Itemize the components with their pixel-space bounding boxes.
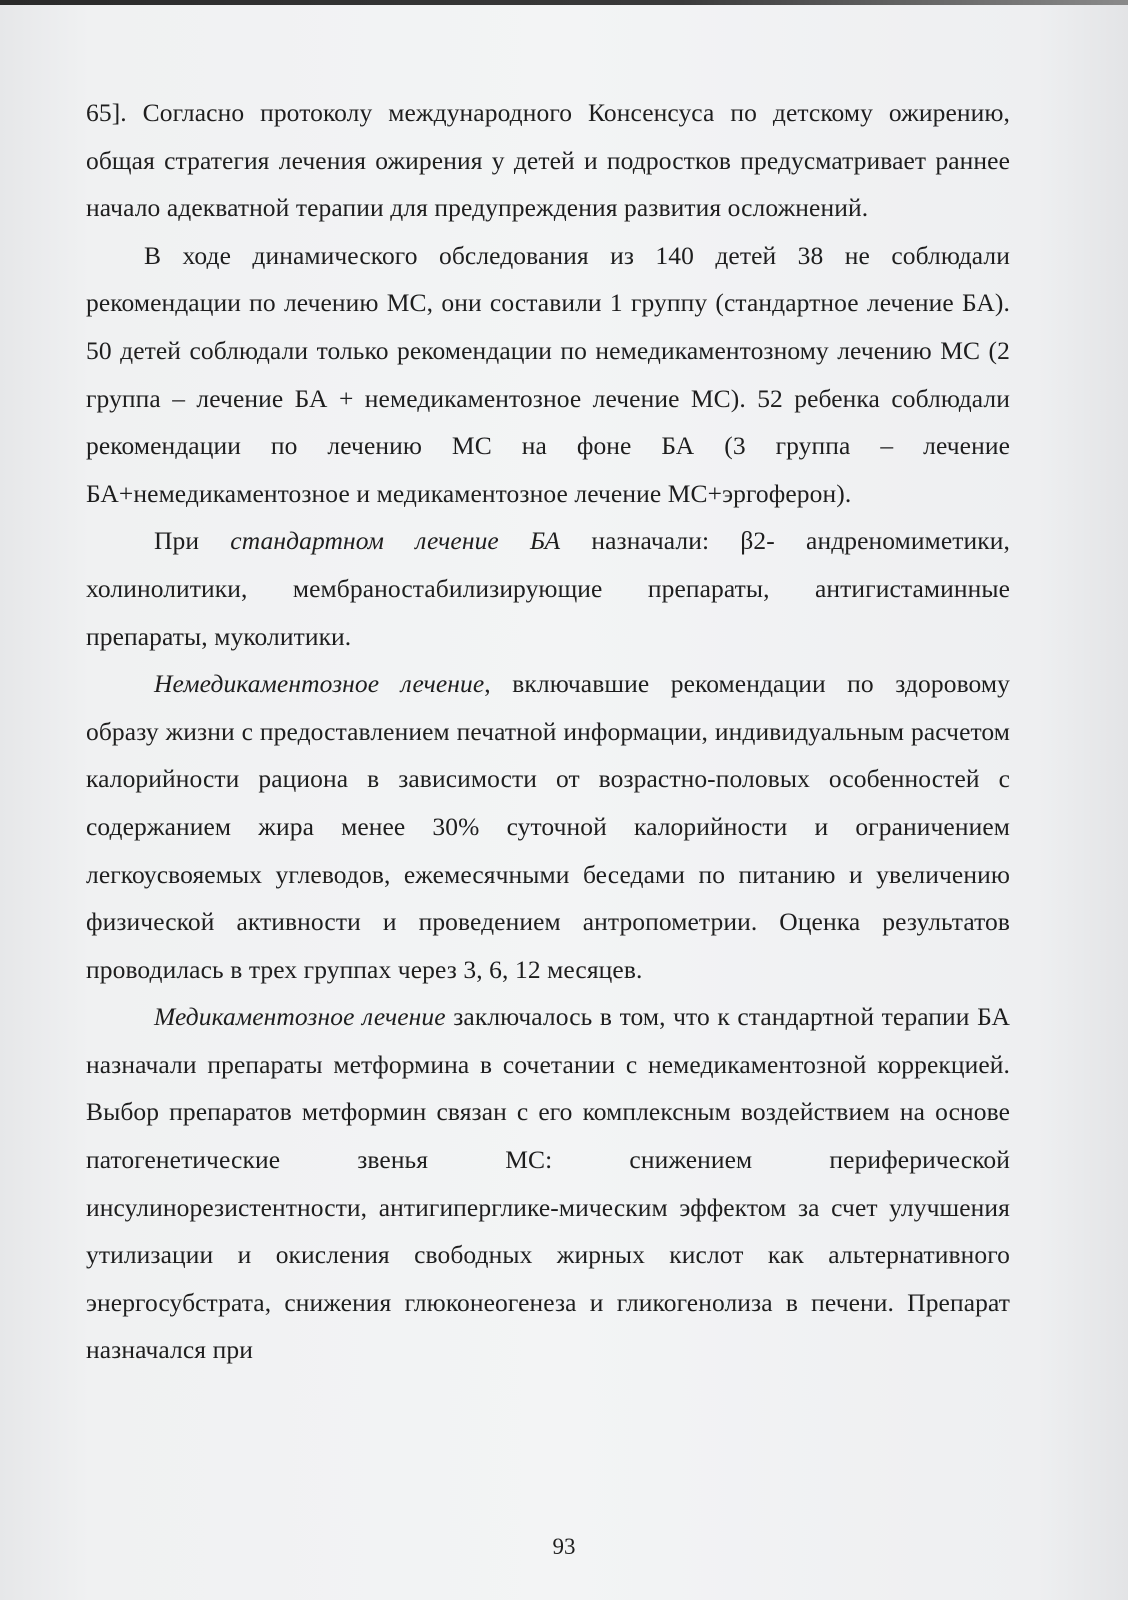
paragraph-1-text: 65]. Согласно протоколу международного Консенсуса по детскому ожирению, общая стратегия лечения ожирения у детей и подростков предусматривает раннее начало адекватной терапии для предупреждения развития осложнений.	[86, 98, 1010, 223]
body-text	[86, 89, 1010, 1374]
paragraph-2	[86, 232, 1010, 518]
paragraph-4	[86, 660, 1010, 993]
paragraph-1	[86, 89, 1010, 232]
paragraph-2-text: В ходе динамического обследования из 140 детей 38 не соблюдали рекомендации по лечению МС, они составили 1 группу (стандартное лечение БА). 50 детей соблюдали только рекомендации по немедикаментозному лечению МС (2 группа – лечение БА + немедикаментозное лечение МС). 52 ребенка соблюдали рекомендации по лечению МС на фоне БА (3 группа – лечение БА+немедикаментозное и медикаментозное лечение МС+эргоферон).	[86, 240, 1010, 508]
paragraph-5-emphasis: Медикаментозное лечение	[154, 1002, 446, 1032]
paragraph-5	[86, 993, 1010, 1374]
paragraph-3-text: назначали: β2- андреномиметики, холинолитики, мембраностабилизирующие препараты, антигистаминные препараты, муколитики.	[86, 526, 1010, 651]
paragraph-3-lead: При	[154, 526, 231, 556]
paragraph-3-emphasis: стандартном лечение БА	[230, 526, 561, 556]
page-number: 93	[552, 1534, 576, 1559]
paragraph-4-emphasis: Немедикаментозное лечение	[154, 669, 485, 699]
paragraph-3	[86, 517, 1010, 660]
scan-top-edge	[0, 0, 1128, 5]
paragraph-5-text: заключалось в том, что к стандартной терапии БА назначали препараты метформина в сочетании с немедикаментозной коррекцией. Выбор препаратов метформин связан с его комплексным воздействием на основе патогенетические звенья МС: снижением периферической инсулинорезистентности, антигиперглике-мическим эффектом за счет улучшения утилизации и окисления свободных жирных кислот как альтернативного энергосубстрата, снижения глюконеогенеза и гликогенолиза в печени. Препарат назначался при	[86, 1002, 1010, 1365]
paragraph-4-text: , включавшие рекомендации по здоровому образу жизни с предоставлением печатной информации, индивидуальным расчетом калорийности рациона в зависимости от возрастно-половых особенностей с содержанием жира менее 30% суточной калорийности и ограничением легкоусвояемых углеводов, ежемесячными беседами по питанию и увеличению физической активности и проведением антропометрии. Оценка результатов проводилась в трех группах через 3, 6, 12 месяцев.	[86, 669, 1010, 984]
